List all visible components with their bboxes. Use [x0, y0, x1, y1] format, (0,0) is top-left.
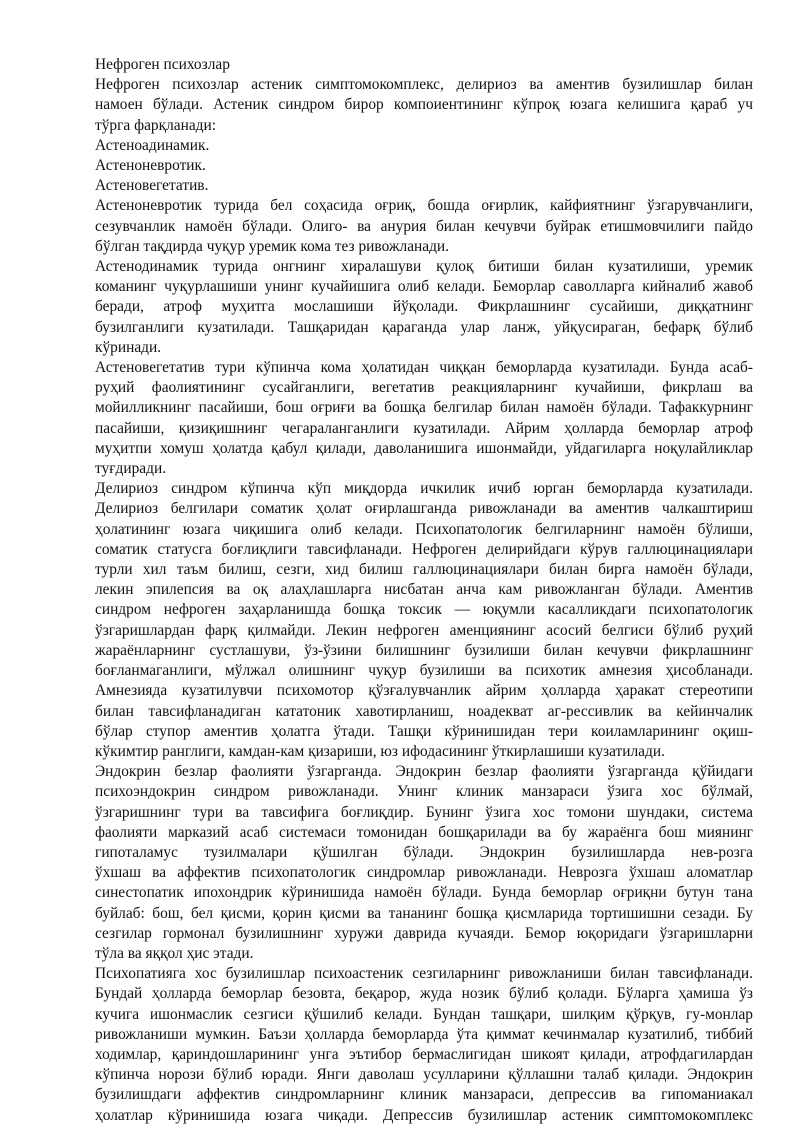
text-line: билан тавсифланадиган кататоник хавотирланиш, ноадекват аг-рессивлик ва кейинчалик [95, 702, 753, 720]
text-line: соматик статусга боғлиқлиги тавсифланади. Нефроген делирийдаги кўрув галлюцинациялари [95, 540, 753, 558]
text-line: Делириоз синдром кўпинча кўп миқдорда ичкилик ичиб юрган беморларда кузатилади. [95, 480, 753, 498]
text-line: синдром нефроген заҳарланишда бошқа токсик — юқумли касалликдаги психопатологик [95, 601, 753, 619]
text-line: буйлаб: бош, бел қисми, қорин қисми ва тананинг бошқа қисмларида тортишишни сезади. Бу [95, 904, 753, 922]
text-line: ўзгаришнинг тури ва тавсифига боғлиқдир. Бунинг ўзига хос томони шундаки, система [95, 803, 753, 821]
text-line: тўла ва яққол ҳис этади. [95, 944, 254, 962]
text-line: Эндокрин безлар фаолияти ўзгарганда. Эндокрин безлар фаолияти ўзгарганда қўйидаги [95, 763, 753, 781]
text-line: бўлган тақдирда чуқур уремик кома тез ривожланади. [95, 237, 450, 255]
text-line: кўринади. [95, 338, 162, 356]
text-line: Астенодинамик турида онгнинг хиралашуви қулоқ битиши билан кузатилиши, уремик [95, 258, 753, 276]
text-line: сезгилар гормонал бузилишнинг хуружи даврида кучаяди. Бемор юқоридаги ўзгаришларни [95, 924, 753, 942]
text-line: боғланмаганлиги, мўлжал олишнинг чуқур бузилиши ва психотик амнезия ҳисобланади. [95, 662, 753, 680]
text-line: туғдиради. [95, 460, 167, 478]
list-item: Астеноадинамик. [95, 136, 210, 154]
text-line: фаолияти марказий асаб системаси томонидан бошқарилади ва бу жараёнга бош миянинг [95, 823, 753, 841]
text-line: команинг чуқурлашиши унинг кучайишига олиб келади. Беморлар саволларга кийналиб жавоб [95, 278, 753, 296]
text-line: ходимлар, қариндошларининг унга эътибор бермаслигидан шикоят қилади, атрофдагилардан [95, 1045, 753, 1063]
text-line: бузилишдаги аффектив синдромларнинг клиник манзараси, депрессив ва гипоманиакал [95, 1086, 753, 1104]
text-line: Делириоз белгилари соматик ҳолат оғирлашганда ривожланади ва аментив чалкаштириш [95, 500, 753, 518]
text-line: Астеноневротик турида бел соҳасида оғриқ, бошда оғирлик, кайфиятнинг ўзгарувчанлиги, [95, 197, 753, 215]
text-line: лекин эпилепсия ва оқ алаҳлашларга нисбатан анча кам ривожланган бўлади. Аментив [95, 581, 753, 599]
document-title: Нефроген психозлар [95, 56, 230, 73]
text-line: турли хил таъм билиш, сезги, хид билиш галлюцинациялари билан бирга намоён бўлади, [95, 561, 753, 579]
text-line: гипоталамус тузилмалари қўшилган бўлади. Эндокрин бузилишларда нев-розга [95, 843, 753, 861]
text-line: руҳий фаолиятининг сусайганлиги, вегетатив реакцияларнинг кучайиши, фикрлаш ва [95, 379, 753, 397]
text-line: кучига ишонмаслик сезгиси қўшилиб келади. Бундан ташқари, шилқим қўрқув, гу-монлар [95, 1005, 753, 1023]
text-line: синестопатик ипохондрик кўринишида намоён бўлади. Бунда беморлар оғриқни бутун тана [95, 884, 753, 902]
text-line: психоэндокрин синдром ривожланади. Унинг клиник манзараси ўзига хос бўлмай, [95, 783, 753, 801]
text-line: бузилганлиги кузатилади. Ташқаридан қараганда улар ланж, уйқусираган, бефарқ бўлиб [95, 318, 753, 336]
text-line: ҳолатининг юзага чиқишига олиб келади. Психопатологик белгиларнинг намоён бўлиши, [95, 520, 753, 538]
document-page [95, 55, 753, 1126]
text-line: тўрга фарқланади: [95, 116, 217, 134]
text-line: ривожланиши мумкин. Баъзи ҳолларда беморларда ўта қиммат кечинмалар кузатилиб, тиббий [95, 1025, 753, 1043]
text-line: мойилликнинг пасайиши, бош оғриғи ва бошқа белгилар билан намоён бўлади. Тафаккурнинг [95, 399, 753, 417]
text-line: кўпинча норози бўлиб юради. Янги даволаш усулларини қўллашни талаб қилади. Эндокрин [95, 1066, 753, 1084]
text-line: пасайиши, қизиқишнинг чегараланганлиги кузатилади. Айрим ҳолларда беморлар атроф [95, 419, 753, 437]
text-line: бўлар ступор аментив ҳолатга ўтади. Ташқи кўринишидан тери коиламларининг оқиш- [95, 722, 753, 740]
text-line: жараёнларнинг сустлашуви, ўз-ўзини билишнинг бузилиши билан кечувчи фикрлашнинг [95, 641, 753, 659]
text-line: кўкимтир ранглиги, камдан-кам қизариши, юз ифодасининг ўткирлашиши кузатилади. [95, 742, 665, 760]
text-line: намоен бўлади. Астеник синдром бирор компоиентининг кўпроқ юзага келишига қараб уч [95, 96, 753, 114]
text-line: беради, атроф муҳитга мослашиши йўқолади. Фикрлашнинг сусайиши, диққатнинг [95, 298, 753, 316]
text-line: ўхшаш ва аффектив психопатологик синдромлар ривожланади. Неврозга ўхшаш аломатлар [95, 864, 753, 882]
text-line: Нефроген психозлар астеник симптомокомплекс, делириоз ва аментив бузилишлар билан [95, 76, 753, 94]
text-line: Астеновегетатив тури кўпинча кома ҳолатидан чиққан беморларда кузатилади. Бунда асаб- [95, 359, 753, 377]
list-item: Астеновегетатив. [95, 177, 209, 195]
text-line: ҳолатлар кўринишида юзага чиқади. Депрессив бузилишлар астеник симптомокомплекс [95, 1106, 753, 1124]
text-line: ўзгаришлардан фарқ қилмайди. Лекин нефроген аменциянинг асосий белгиси бўлиб руҳий [95, 621, 753, 639]
text-line: Амнезияда кузатилувчи психомотор қўзғалувчанлик айрим ҳолларда ҳаракат стереотипи [95, 682, 753, 700]
text-line: сезувчанлик намоён бўлади. Олиго- ва анурия билан кечувчи буйрак етишмовчилиги пайдо [95, 217, 753, 235]
text-line: Психопатияга хос бузилишлар психоастеник сезгиларнинг ривожланиши билан тавсифланади. [95, 965, 753, 983]
text-line: муҳитпи хомуш ҳолатда қабул қилади, даволанишига ишонмайди, уйдагиларга ноқулайликлар [95, 439, 753, 457]
text-line: Бундай ҳолларда беморлар безовта, беқарор, жуда нозик бўлиб қолади. Бўларга ҳамиша ўз [95, 985, 753, 1003]
list-item: Астеноневротик. [95, 157, 206, 175]
